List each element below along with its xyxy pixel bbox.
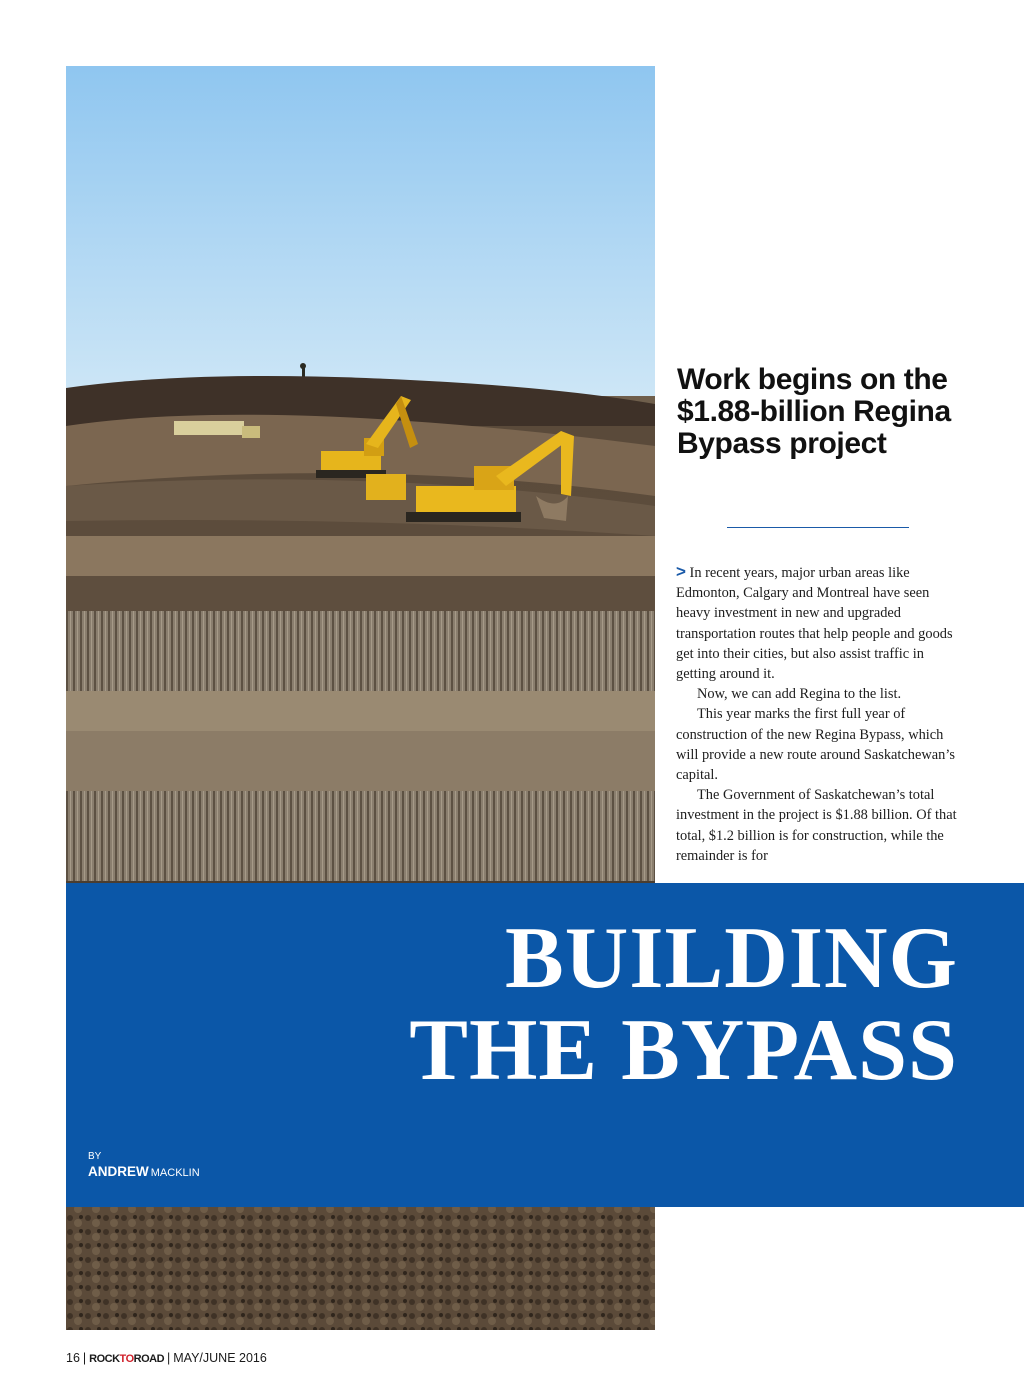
article-title-line: BUILDING xyxy=(505,910,958,1007)
article-title xyxy=(409,910,958,1099)
lead-arrow-marker: > xyxy=(676,562,686,581)
article-paragraph: The Government of Saskatchewan’s total investment in the project is $1.88 billion. Of that total, $1.2 billion is for construction, while the remainder is for xyxy=(676,787,957,864)
headline-divider xyxy=(727,527,909,528)
author-last-name: MACKLIN xyxy=(150,1167,200,1179)
author-first-name: ANDREW xyxy=(88,1164,149,1179)
article-paragraph: Now, we can add Regina to the list. xyxy=(697,686,902,703)
article-headline: Work begins on the $1.88-billion Regina Bypass project xyxy=(677,363,951,460)
byline-prefix: BY xyxy=(88,1151,102,1162)
byline xyxy=(88,1151,200,1181)
issue-date: MAY/JUNE 2016 xyxy=(173,1351,267,1365)
page-footer xyxy=(66,1351,267,1365)
title-banner xyxy=(66,883,1024,1207)
article-title-line: THE BYPASS xyxy=(409,1002,958,1099)
article-paragraph: This year marks the first full year of construction of the new Regina Bypass, which will provide a new route around Saskatchewan’s capital. xyxy=(676,706,955,784)
footer-separator: | xyxy=(167,1351,171,1365)
footer-separator: | xyxy=(82,1351,87,1365)
magazine-logo: ROCKTOROAD xyxy=(89,1353,165,1365)
page-number: 16 xyxy=(66,1351,80,1365)
article-paragraph: > In recent years, major urban areas like Edmonton, Calgary and Montreal have seen heavy investment in new and upgraded transportation routes that help people and goods get into their cities, but also assist traffic in getting around it. xyxy=(676,562,953,683)
article-body xyxy=(676,562,966,866)
